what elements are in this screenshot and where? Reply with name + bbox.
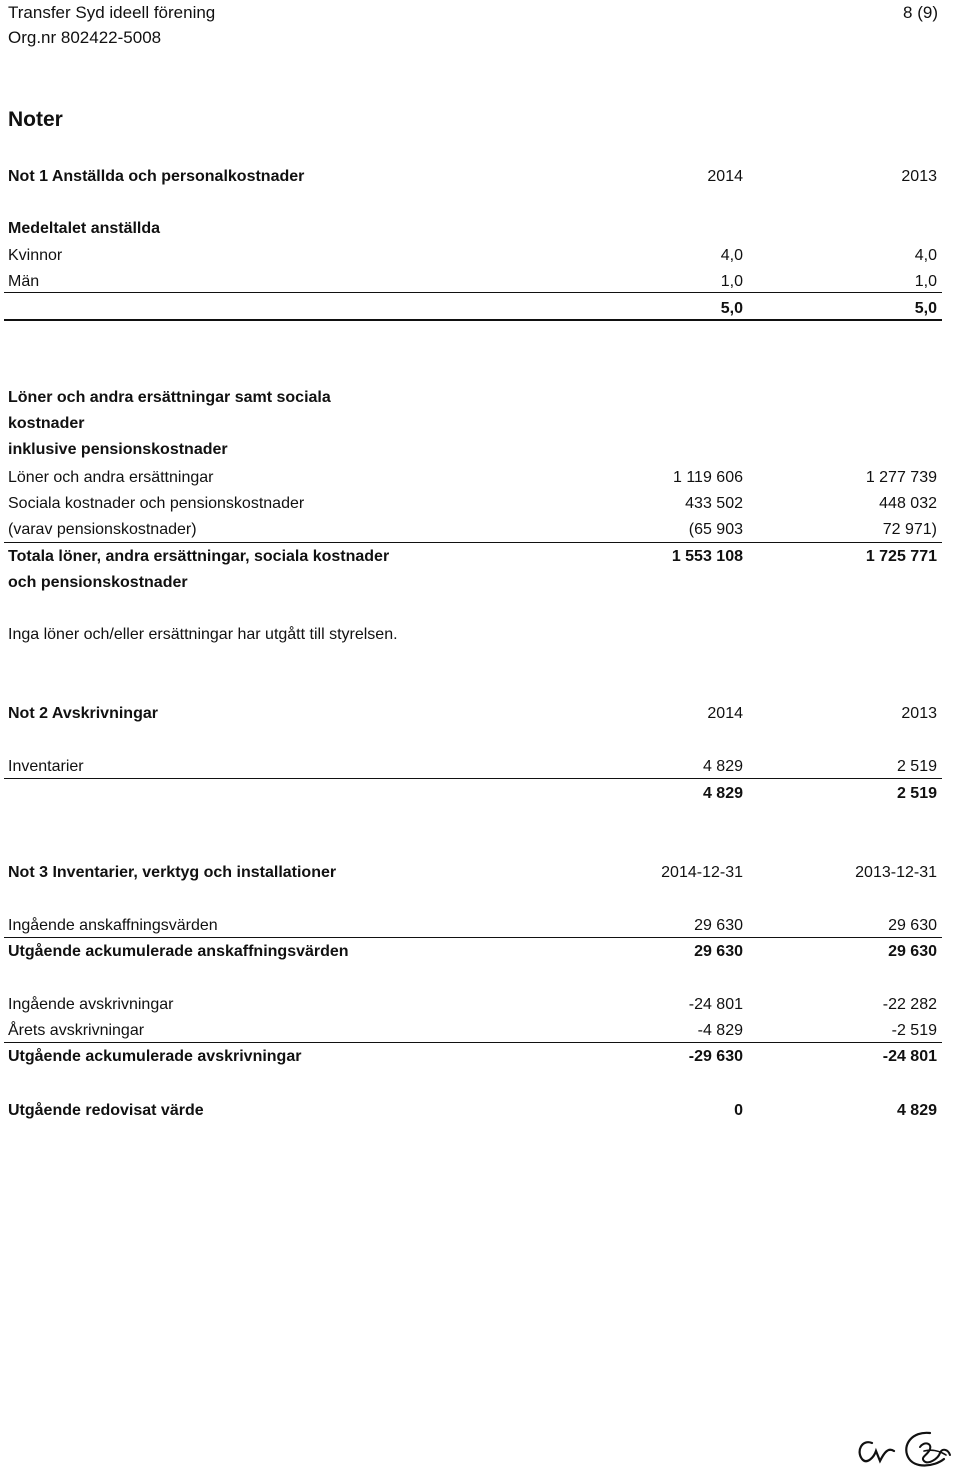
row-utgaende-avskrivningar-2014: -29 630	[688, 1048, 743, 1065]
divider	[4, 937, 942, 938]
row-loner-2014: 1 119 606	[673, 469, 743, 486]
note1-subheading: Medeltalet anställda	[8, 220, 161, 237]
page-number: 8 (9)	[903, 3, 938, 22]
note3-heading: Not 3 Inventarier, verktyg och installationer	[8, 864, 337, 881]
row-arets-avskrivningar-2014: -4 829	[697, 1022, 743, 1039]
section-title: Noter	[8, 108, 63, 131]
note1-col2-header: 2013	[901, 168, 937, 185]
row-ingaende-anskaffning-2013: 29 630	[888, 917, 937, 934]
row-ingaende-anskaffning-2014: 29 630	[694, 917, 743, 934]
row-ingaende-avskrivningar-2014: -24 801	[688, 996, 743, 1013]
row-label-inventarier: Inventarier	[8, 758, 84, 775]
row-utgaende-anskaffning-2014: 29 630	[694, 943, 743, 960]
note2-heading: Not 2 Avskrivningar	[8, 705, 158, 722]
salaries-heading-line2: kostnader	[8, 415, 85, 432]
org-name: Transfer Syd ideell förening	[8, 3, 216, 22]
note1-heading: Not 1 Anställda och personalkostnader	[8, 168, 305, 185]
note1-total-2014: 5,0	[720, 300, 743, 317]
row-varav-2014: (65 903	[688, 521, 743, 538]
note2-col1-header: 2014	[707, 705, 743, 722]
row-loner-2013: 1 277 739	[865, 469, 937, 486]
row-label-sociala: Sociala kostnader och pensionskostnader	[8, 495, 305, 512]
row-label-arets-avskrivningar: Årets avskrivningar	[8, 1022, 145, 1039]
handwritten-initials	[850, 1415, 960, 1471]
row-utgaende-anskaffning-2013: 29 630	[888, 943, 937, 960]
org-number: Org.nr 802422-5008	[8, 28, 162, 47]
row-label-redovisat-varde: Utgående redovisat värde	[8, 1102, 204, 1119]
row-kvinnor-2014: 4,0	[720, 247, 743, 264]
row-kvinnor-2013: 4,0	[914, 247, 937, 264]
divider	[4, 778, 942, 779]
row-inventarier-2014: 4 829	[702, 758, 743, 775]
row-sociala-2013: 448 032	[879, 495, 937, 512]
salary-total-2014: 1 553 108	[671, 548, 743, 565]
row-varav-2013: 72 971)	[882, 521, 937, 538]
note1-col1-header: 2014	[707, 168, 743, 185]
row-label-man: Män	[8, 273, 40, 290]
row-label-utgaende-avskrivningar: Utgående ackumulerade avskrivningar	[8, 1048, 302, 1065]
row-utgaende-avskrivningar-2013: -24 801	[882, 1048, 937, 1065]
salaries-heading-line3: inklusive pensionskostnader	[8, 441, 228, 458]
salary-total-label-line2: och pensionskostnader	[8, 574, 188, 591]
note1-total-2013: 5,0	[914, 300, 937, 317]
row-label-ingaende-anskaffning: Ingående anskaffningsvärden	[8, 917, 218, 934]
row-inventarier-2013: 2 519	[896, 758, 937, 775]
row-label-varav: (varav pensionskostnader)	[8, 521, 197, 538]
note2-col2-header: 2013	[901, 705, 937, 722]
note3-col2-header: 2013-12-31	[855, 864, 937, 881]
row-label-utgaende-anskaffning: Utgående ackumulerade anskaffningsvärden	[8, 943, 349, 960]
row-label-loner: Löner och andra ersättningar	[8, 469, 214, 486]
row-redovisat-varde-2014: 0	[734, 1102, 743, 1119]
row-sociala-2014: 433 502	[685, 495, 743, 512]
salary-total-2013: 1 725 771	[865, 548, 937, 565]
row-ingaende-avskrivningar-2013: -22 282	[882, 996, 937, 1013]
note2-total-2013: 2 519	[896, 785, 937, 802]
board-remuneration-note: Inga löner och/eller ersättningar har utgått till styrelsen.	[8, 626, 398, 643]
divider	[4, 1042, 942, 1043]
divider	[4, 292, 942, 293]
row-man-2014: 1,0	[720, 273, 743, 290]
divider-double	[4, 319, 942, 321]
salary-total-label-line1: Totala löner, andra ersättningar, sociala kostnader	[8, 548, 390, 565]
note2-total-2014: 4 829	[702, 785, 743, 802]
row-arets-avskrivningar-2013: -2 519	[891, 1022, 937, 1039]
row-label-kvinnor: Kvinnor	[8, 247, 63, 264]
row-redovisat-varde-2013: 4 829	[896, 1102, 937, 1119]
divider	[4, 542, 942, 543]
salaries-heading-line1: Löner och andra ersättningar samt sociala	[8, 389, 331, 406]
note3-col1-header: 2014-12-31	[661, 864, 743, 881]
row-label-ingaende-avskrivningar: Ingående avskrivningar	[8, 996, 174, 1013]
row-man-2013: 1,0	[914, 273, 937, 290]
